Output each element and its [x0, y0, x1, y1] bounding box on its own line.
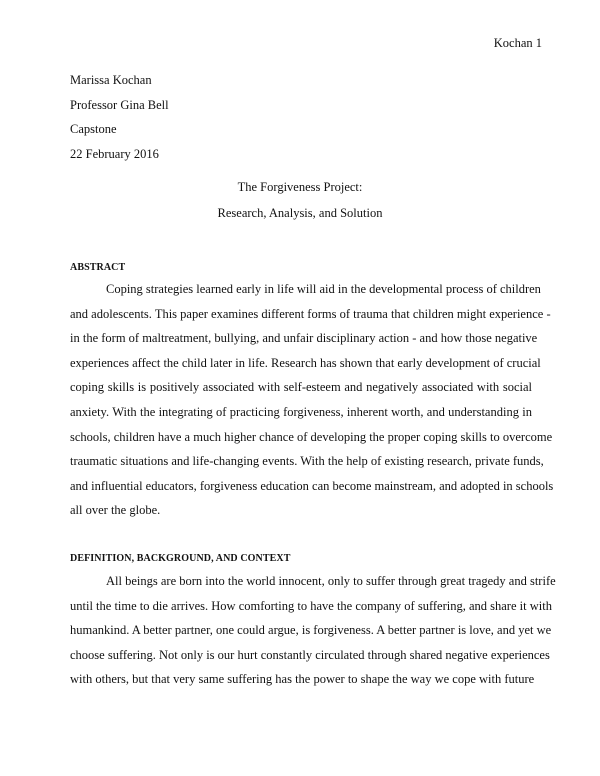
- section-line: humankind. A better partner, one could argue, is forgiveness. A better partner is love, and yet we: [70, 623, 552, 638]
- paper-title-line-2: Research, Analysis, and Solution: [217, 206, 383, 220]
- abstract-line: experiences affect the child later in life. Research has shown that early development of crucial: [70, 355, 541, 370]
- course-name: Capstone: [70, 122, 117, 137]
- abstract-line: coping skills is positively associated with self-esteem and negatively associated with social: [70, 380, 532, 395]
- abstract-heading: ABSTRACT: [70, 262, 126, 273]
- abstract-line: in the form of maltreatment, bullying, and unfair disciplinary action - and how those negative: [70, 331, 538, 346]
- abstract-line: Coping strategies learned early in life will aid in the developmental process of children: [106, 282, 541, 296]
- paper-title-line-1: The Forgiveness Project:: [237, 180, 363, 194]
- section-line: with others, but that very same suffering has the power to shape the way we cope with future: [70, 672, 535, 687]
- abstract-line: traumatic situations and life-changing events. With the help of existing research, private funds,: [70, 454, 544, 469]
- running-head: Kochan 1: [493, 36, 542, 50]
- abstract-line: anxiety. With the integrating of practicing forgiveness, inherent worth, and understanding in: [70, 404, 532, 419]
- abstract-line: all over the globe.: [70, 503, 161, 518]
- paper-date: 22 February 2016: [70, 146, 159, 161]
- author-name: Marissa Kochan: [70, 73, 152, 87]
- section-paragraph: [70, 574, 556, 697]
- section-heading: DEFINITION, BACKGROUND, AND CONTEXT: [70, 553, 291, 564]
- section-line: All beings are born into the world innocent, only to suffer through great tragedy and strife: [106, 574, 556, 588]
- abstract-line: and influential educators, forgiveness education can become mainstream, and adopted in schools: [70, 478, 554, 493]
- header-block: [70, 73, 169, 171]
- abstract-line: schools, children have a much higher chance of developing the proper coping skills to overcome: [70, 429, 553, 444]
- section-line: until the time to die arrives. How comforting to have the company of suffering, and share it with: [70, 598, 552, 613]
- abstract-line: and adolescents. This paper examines different forms of trauma that children might experience -: [70, 306, 551, 321]
- professor-name: Professor Gina Bell: [70, 97, 169, 112]
- abstract-paragraph: [70, 282, 554, 528]
- section-line: choose suffering. Not only is our hurt constantly circulated through shared negative experiences: [70, 647, 550, 662]
